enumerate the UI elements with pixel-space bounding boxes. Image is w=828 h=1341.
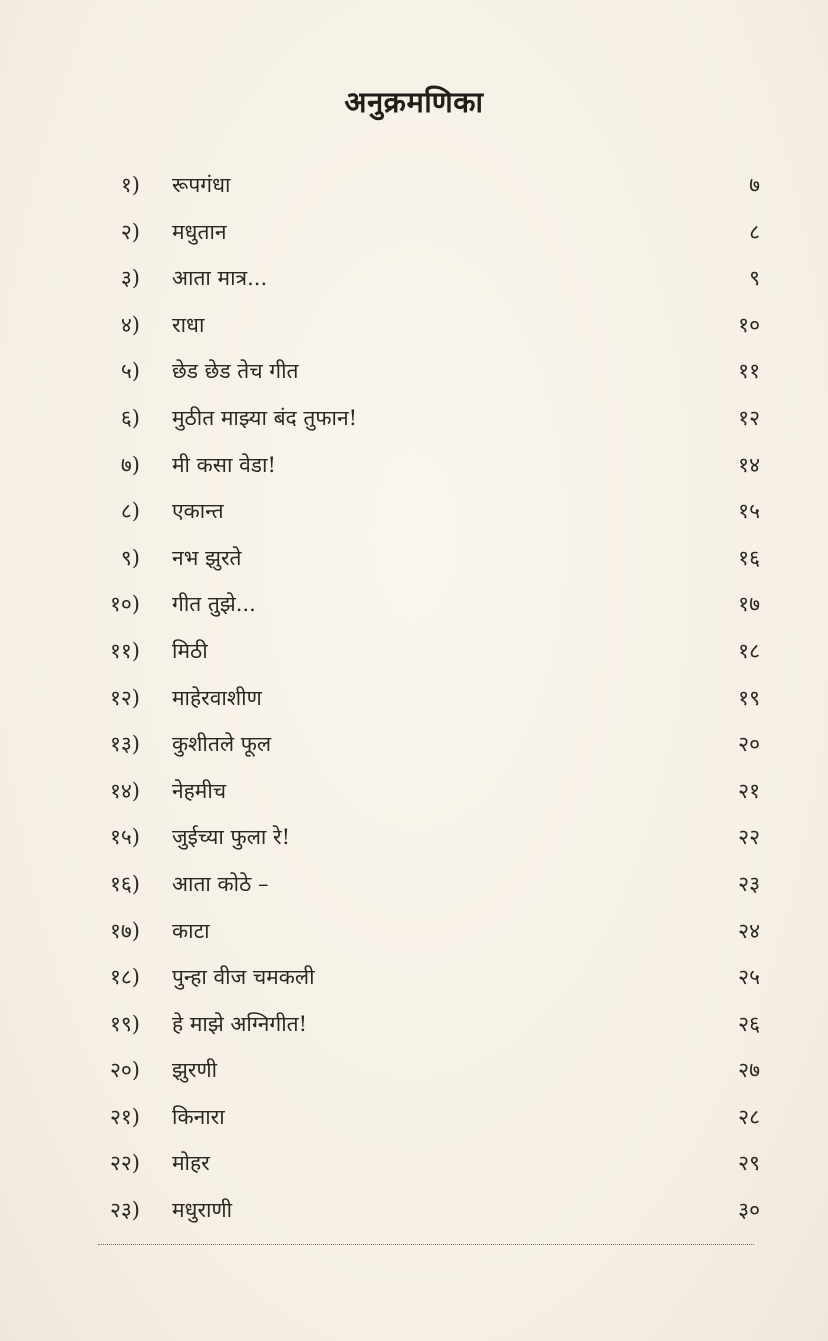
entry-page-number: २३ [738, 871, 760, 896]
entry-title: किनारा [172, 1104, 225, 1129]
entry-title: गीत तुझे... [172, 592, 256, 617]
page-title: अनुक्रमणिका [344, 85, 484, 119]
entry-title: आता मात्र... [172, 266, 268, 291]
entry-page-number: १० [738, 312, 760, 337]
toc-entry [0, 1140, 828, 1187]
toc-entry [0, 488, 828, 535]
entry-page-number: २५ [738, 965, 760, 990]
toc-entry [0, 954, 828, 1001]
entry-number: ८) [120, 499, 140, 524]
entry-page-number: १६ [738, 545, 760, 570]
entry-number: १८) [109, 965, 140, 990]
entry-number: ४) [120, 312, 140, 337]
entry-number: २) [120, 219, 140, 244]
entry-page-number: १५ [738, 499, 760, 524]
toc-entry [0, 768, 828, 815]
entry-page-number: २० [738, 732, 760, 757]
dotted-divider [98, 1244, 754, 1245]
entry-number: ५) [120, 359, 140, 384]
entry-page-number: ८ [749, 219, 760, 244]
entry-number: ६) [120, 405, 140, 430]
toc-entry [0, 162, 828, 209]
entry-number: १६) [109, 871, 140, 896]
toc-entry [0, 209, 828, 256]
entry-title: राधा [172, 312, 205, 337]
entry-number: ३) [120, 266, 140, 291]
entry-number: १५) [109, 825, 140, 850]
toc-entry [0, 255, 828, 302]
entry-page-number: २४ [738, 918, 760, 943]
entry-page-number: १८ [738, 638, 760, 663]
entry-title: जुईच्या फुला रे! [172, 825, 291, 850]
table-of-contents [0, 162, 828, 1234]
entry-number: १०) [109, 592, 140, 617]
entry-title: मधुराणी [172, 1198, 233, 1223]
entry-page-number: १७ [738, 592, 760, 617]
entry-title: मी कसा वेडा! [172, 452, 276, 477]
entry-title: छेड छेड तेच गीत [172, 359, 299, 384]
toc-entry [0, 1001, 828, 1048]
entry-title: मधुतान [172, 219, 227, 244]
entry-page-number: २९ [738, 1151, 760, 1176]
entry-number: २२) [109, 1151, 140, 1176]
toc-entry [0, 442, 828, 489]
toc-entry [0, 721, 828, 768]
entry-page-number: २८ [738, 1104, 760, 1129]
toc-entry [0, 302, 828, 349]
entry-title: एकान्त [172, 499, 224, 524]
toc-entry [0, 814, 828, 861]
toc-entry [0, 535, 828, 582]
entry-title: रूपगंधा [172, 173, 231, 197]
entry-title: काटा [172, 918, 210, 943]
entry-title: पुन्हा वीज चमकली [172, 965, 315, 990]
entry-page-number: २७ [738, 1058, 760, 1083]
entry-number: ९) [120, 545, 140, 570]
toc-entry [0, 581, 828, 628]
entry-title: झुरणी [172, 1058, 218, 1083]
entry-title: हे माझे अग्निगीत! [172, 1011, 308, 1036]
entry-number: २१) [109, 1104, 140, 1129]
entry-page-number: १२ [738, 405, 760, 430]
toc-entry [0, 1047, 828, 1094]
entry-number: १) [120, 173, 140, 197]
entry-number: १४) [109, 778, 140, 803]
toc-entry [0, 628, 828, 675]
entry-number: १९) [109, 1011, 140, 1036]
entry-title: आता कोठे – [172, 871, 269, 896]
toc-entry [0, 1187, 828, 1234]
entry-number: १२) [109, 685, 140, 710]
entry-number: २३) [109, 1198, 140, 1223]
entry-number: २०) [109, 1058, 140, 1083]
entry-page-number: २२ [738, 825, 760, 850]
toc-entry [0, 1094, 828, 1141]
toc-entry [0, 675, 828, 722]
entry-title: मुठीत माझ्या बंद तुफान! [172, 405, 358, 430]
entry-page-number: ९ [749, 266, 760, 291]
entry-number: ७) [120, 452, 140, 477]
entry-page-number: ११ [738, 359, 760, 384]
entry-title: नेहमीच [172, 778, 227, 803]
entry-page-number: ७ [749, 173, 760, 197]
entry-page-number: १४ [738, 452, 760, 477]
toc-entry [0, 348, 828, 395]
entry-page-number: ३० [738, 1198, 760, 1223]
entry-number: १७) [109, 918, 140, 943]
entry-page-number: १९ [738, 685, 760, 710]
entry-title: माहेरवाशीण [172, 685, 262, 710]
entry-title: मोहर [172, 1151, 210, 1176]
toc-entry [0, 908, 828, 955]
entry-page-number: २१ [738, 778, 760, 803]
entry-title: मिठी [172, 638, 208, 663]
entry-title: नभ झुरते [172, 545, 242, 570]
entry-number: ११) [109, 638, 140, 663]
toc-entry [0, 395, 828, 442]
toc-entry [0, 861, 828, 908]
entry-title: कुशीतले फूल [172, 732, 272, 757]
entry-page-number: २६ [738, 1011, 760, 1036]
entry-number: १३) [109, 732, 140, 757]
